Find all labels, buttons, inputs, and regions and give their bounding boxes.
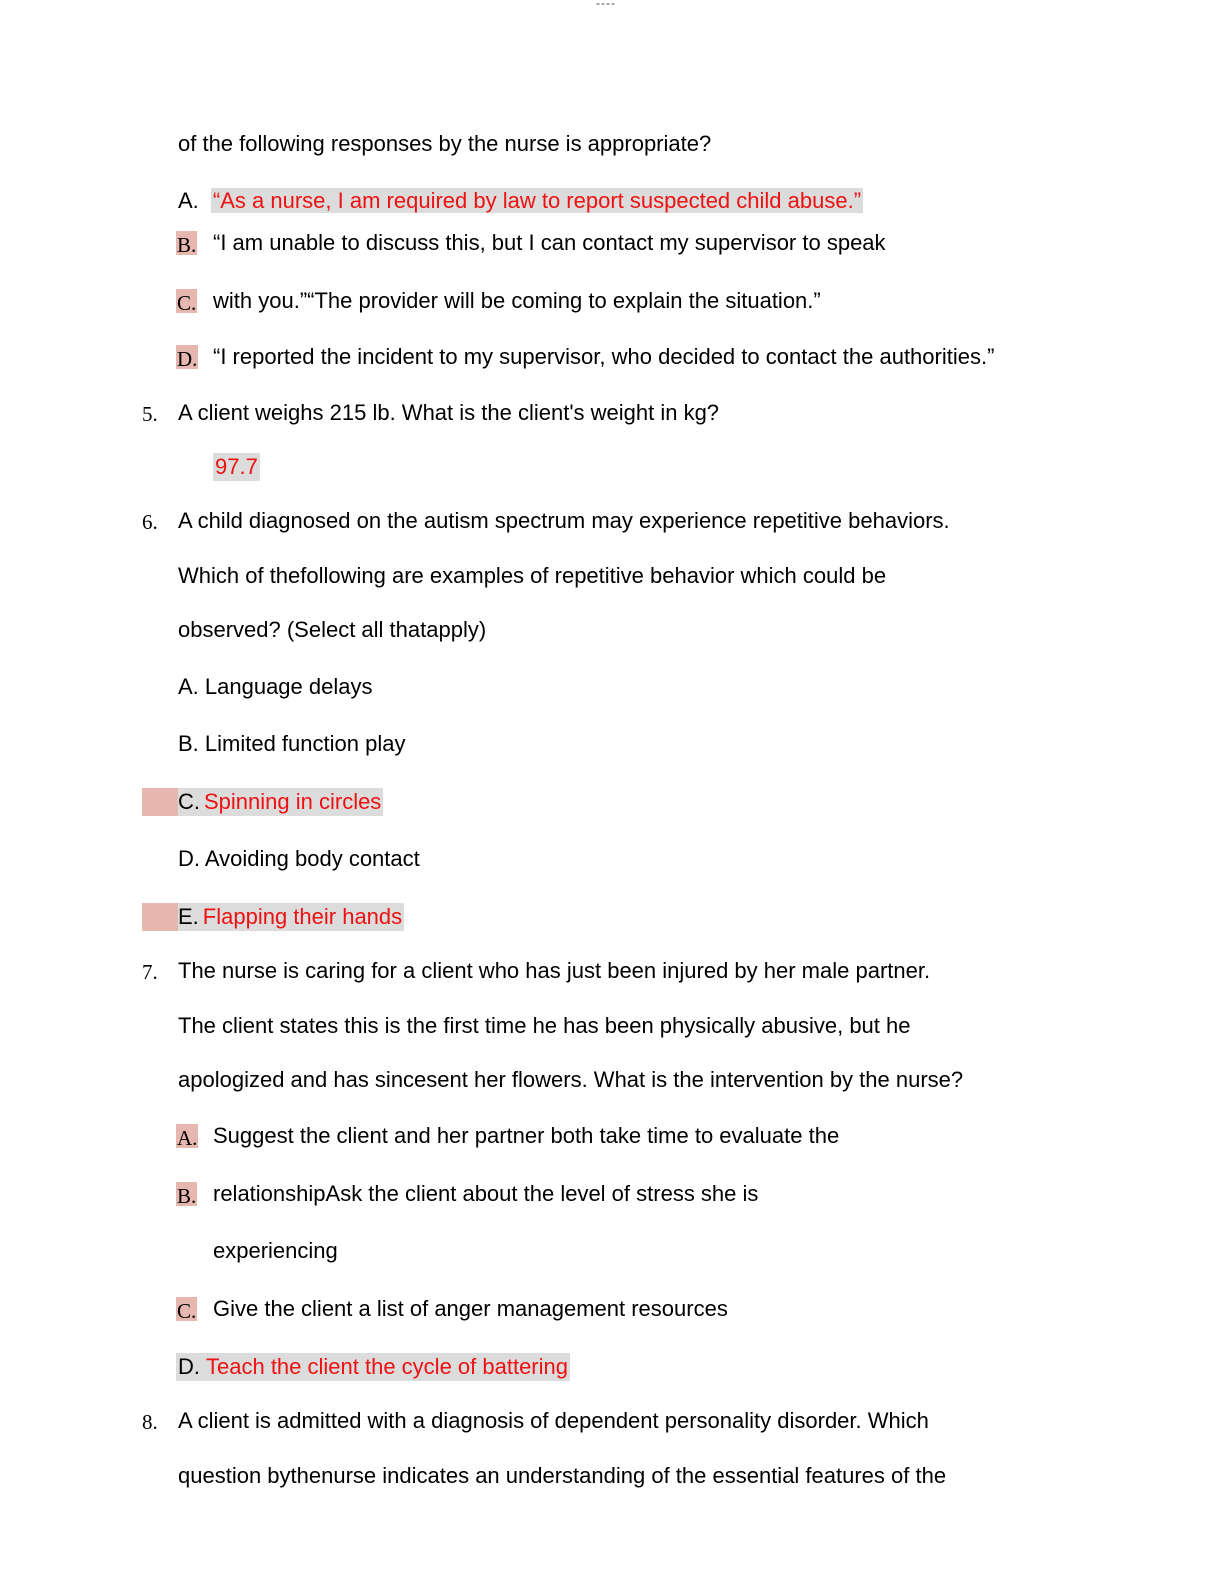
q7-stem-line2: The client states this is the first time he has been physically abusive, but he [178,1013,911,1038]
q6-option-d: D. Avoiding body contact [178,846,420,871]
q7-option-a-letter: A. [177,1126,198,1150]
q6-option-a: A. Language delays [178,674,373,699]
q4-option-b-letter: B. [177,233,197,257]
q6-option-c-letter: C. [178,789,200,814]
q4-option-c-letter: C. [177,291,197,315]
q5-answer: 97.7 [215,454,258,479]
q6-stem-line3: observed? (Select all thatapply) [178,617,487,642]
q7-option-b-text: relationshipAsk the client about the level of stress she is [213,1181,759,1206]
q7-option-c-text: Give the client a list of anger management resources [213,1296,728,1321]
q7-option-d [176,1353,570,1381]
q4-option-a-text: “As a nurse, I am required by law to report suspected child abuse.” [212,188,862,213]
q4-option-d-letter: D. [177,347,198,371]
q7-stem-line3: apologized and has sincesent her flowers. What is the intervention by the nurse? [178,1067,964,1092]
q5-number: 5. [142,402,158,426]
q6-option-c-marker [142,788,178,816]
q6-stem-line1: A child diagnosed on the autism spectrum may experience repetitive behaviors. [178,508,950,533]
q8-stem-line2: question bythenurse indicates an understanding of the essential features of the [178,1463,947,1488]
q4-option-c-text: with you.”“The provider will be coming to explain the situation.” [213,288,821,313]
q7-option-d-letter: D. [178,1354,200,1379]
q4-option-a-letter: A. [178,188,199,213]
q4-option-b-text: “I am unable to discuss this, but I can contact my supervisor to speak [213,230,886,255]
q7-option-b-text-cont: experiencing [213,1238,338,1263]
q6-option-e [178,903,404,931]
q6-option-b: B. Limited function play [178,731,406,756]
q4-option-a [178,187,863,215]
q7-option-d-text: Teach the client the cycle of battering [206,1354,568,1379]
q7-option-a-text: Suggest the client and her partner both take time to evaluate the [213,1123,840,1148]
q6-stem-line2: Which of thefollowing are examples of repetitive behavior which could be [178,563,887,588]
q8-stem-line1: A client is admitted with a diagnosis of dependent personality disorder. Which [178,1408,929,1433]
header-mark: ---- [596,0,616,10]
q6-option-e-letter: E. [178,904,199,929]
q6-number: 6. [142,510,158,534]
q4-option-d-text: “I reported the incident to my supervisor, who decided to contact the authorities.” [213,344,995,369]
q7-option-b-letter: B. [177,1184,197,1208]
q7-option-c-letter: C. [177,1299,197,1323]
q8-number: 8. [142,1410,158,1434]
q4-stem-end: of the following responses by the nurse is appropriate? [178,131,712,156]
q6-option-c [178,788,383,816]
q6-option-e-text: Flapping their hands [202,904,403,929]
q7-stem-line1: The nurse is caring for a client who has just been injured by her male partner. [178,958,931,983]
q7-number: 7. [142,960,158,984]
q6-option-e-marker [142,903,178,931]
q6-option-c-text: Spinning in circles [204,789,382,814]
q5-stem: A client weighs 215 lb. What is the client's weight in kg? [178,400,720,425]
